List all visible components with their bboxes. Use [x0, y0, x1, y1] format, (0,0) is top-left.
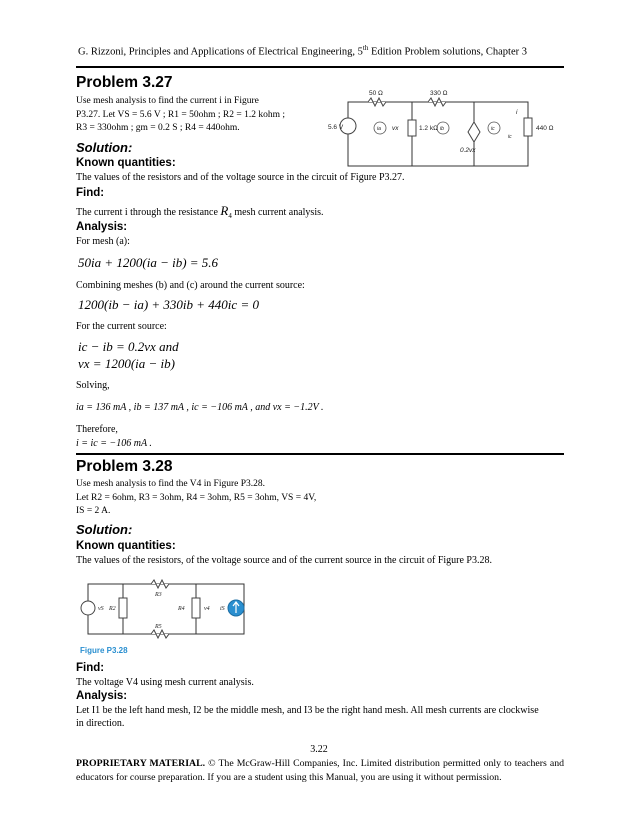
label-mesh-b: ib	[440, 126, 444, 132]
find-heading: Find:	[76, 187, 105, 199]
therefore-result: i = ic = −106 mA .	[76, 438, 152, 449]
label-r1: 50 Ω	[369, 90, 383, 97]
label-vx: vx	[392, 125, 399, 132]
label-mesh-d: ic	[508, 134, 512, 140]
voltage-source	[81, 601, 95, 615]
analysis-heading: Analysis:	[76, 690, 128, 702]
copyright-footer: PROPRIETARY MATERIAL. © The McGraw-Hill Companies, Inc. Limited distribution permitted only to teachers and educators for course preparation. If you are a student using this Manual, you are using it without permission.	[76, 758, 564, 783]
equation-2: 1200(ib − ia) + 330ib + 440ic = 0	[78, 297, 259, 312]
known-text: The values of the resistors and of the voltage source in the circuit of Figure P3.27.	[76, 172, 405, 183]
label-dependent: 0.2vx	[460, 147, 476, 154]
find-heading: Find:	[76, 662, 105, 674]
resistor-r4	[524, 118, 532, 136]
find-text: The current i through the resistance $R_4$ mesh current analysis.	[76, 203, 324, 220]
label-r2: R2	[109, 606, 116, 612]
analysis-text-cont: in direction.	[76, 718, 125, 729]
current-source-label: For the current source:	[76, 321, 167, 332]
circuit-figure-p328	[76, 570, 252, 658]
known-text: The values of the resistors, of the voltage source and of the current source in the circuit of Figure P3.28.	[76, 555, 492, 566]
page-number: 3.22	[310, 744, 328, 755]
solving-label: Solving,	[76, 380, 110, 391]
find-text: The voltage V4 using mesh current analysis.	[76, 677, 254, 688]
label-v4: v4	[204, 606, 210, 612]
resistor-r5	[151, 630, 169, 638]
therefore-label: Therefore,	[76, 424, 118, 435]
known-heading: Known quantities:	[76, 157, 176, 169]
equation-3: ic − ib = 0.2vx and	[78, 339, 179, 354]
solution-heading: Solution:	[76, 140, 133, 155]
solution-heading: Solution:	[76, 522, 133, 537]
dependent-current-source	[468, 122, 480, 142]
circuit-figure-p327	[328, 86, 564, 174]
equation-1: 50ia + 1200(ia − ib) = 5.6	[78, 255, 219, 270]
analysis-text: Let I1 be the left hand mesh, I2 be the middle mesh, and I3 be the right hand mesh. All mesh currents are clockwise	[76, 705, 539, 716]
running-header: G. Rizzoni, Principles and Applications of Electrical Engineering, 5th Edition Problem solutions, Chapter 3	[78, 44, 528, 58]
label-vs: vS	[98, 606, 104, 612]
problem-statement: Use mesh analysis to find the current i in Figure P3.27. Let VS = 5.6 V ; R1 = 50ohm ; R2 = 1.2 kohm ; R3 = 330ohm ; gm = 0.2 S ; R4 = 440ohm.	[76, 96, 285, 133]
resistor-r2	[119, 598, 127, 618]
label-r3: R3	[155, 592, 162, 598]
label-r3: 330 Ω	[430, 90, 448, 97]
label-r4: R4	[178, 606, 185, 612]
equation-4: vx = 1200(ia − ib)	[78, 356, 175, 371]
problem-statement: Use mesh analysis to find the V4 in Figure P3.28. Let R2 = 6ohm, R3 = 3ohm, R4 = 3ohm, R5 = 3ohm, VS = 4V, IS = 2 A.	[76, 479, 317, 516]
problem-title: Problem 3.27	[76, 74, 173, 91]
label-r4: 440 Ω	[536, 125, 554, 132]
problem-title: Problem 3.28	[76, 458, 173, 475]
section-rule	[76, 453, 564, 455]
section-rule	[76, 66, 564, 68]
resistor-r2	[408, 120, 416, 136]
label-mesh-a: ia	[377, 126, 381, 132]
label-vs: 5.6 V	[328, 124, 344, 131]
analysis-heading: Analysis:	[76, 221, 128, 233]
resistor-r3	[428, 98, 446, 106]
solving-results: ia = 136 mA , ib = 137 mA , ic = −106 mA , and vx = −1.2V .	[76, 402, 324, 413]
resistor-r3	[151, 580, 169, 588]
mesh-a-label: For mesh (a):	[76, 236, 130, 247]
label-r2: 1.2 kΩ	[419, 125, 438, 132]
label-r5: R5	[155, 624, 162, 630]
figure-caption: Figure P3.28	[80, 646, 128, 655]
known-heading: Known quantities:	[76, 540, 176, 552]
resistor-r4	[192, 598, 200, 618]
resistor-r1	[368, 98, 386, 106]
combining-label: Combining meshes (b) and (c) around the current source:	[76, 280, 305, 291]
label-i: i	[516, 109, 518, 116]
label-is: iS	[220, 606, 225, 612]
label-mesh-c: ic	[491, 126, 495, 132]
